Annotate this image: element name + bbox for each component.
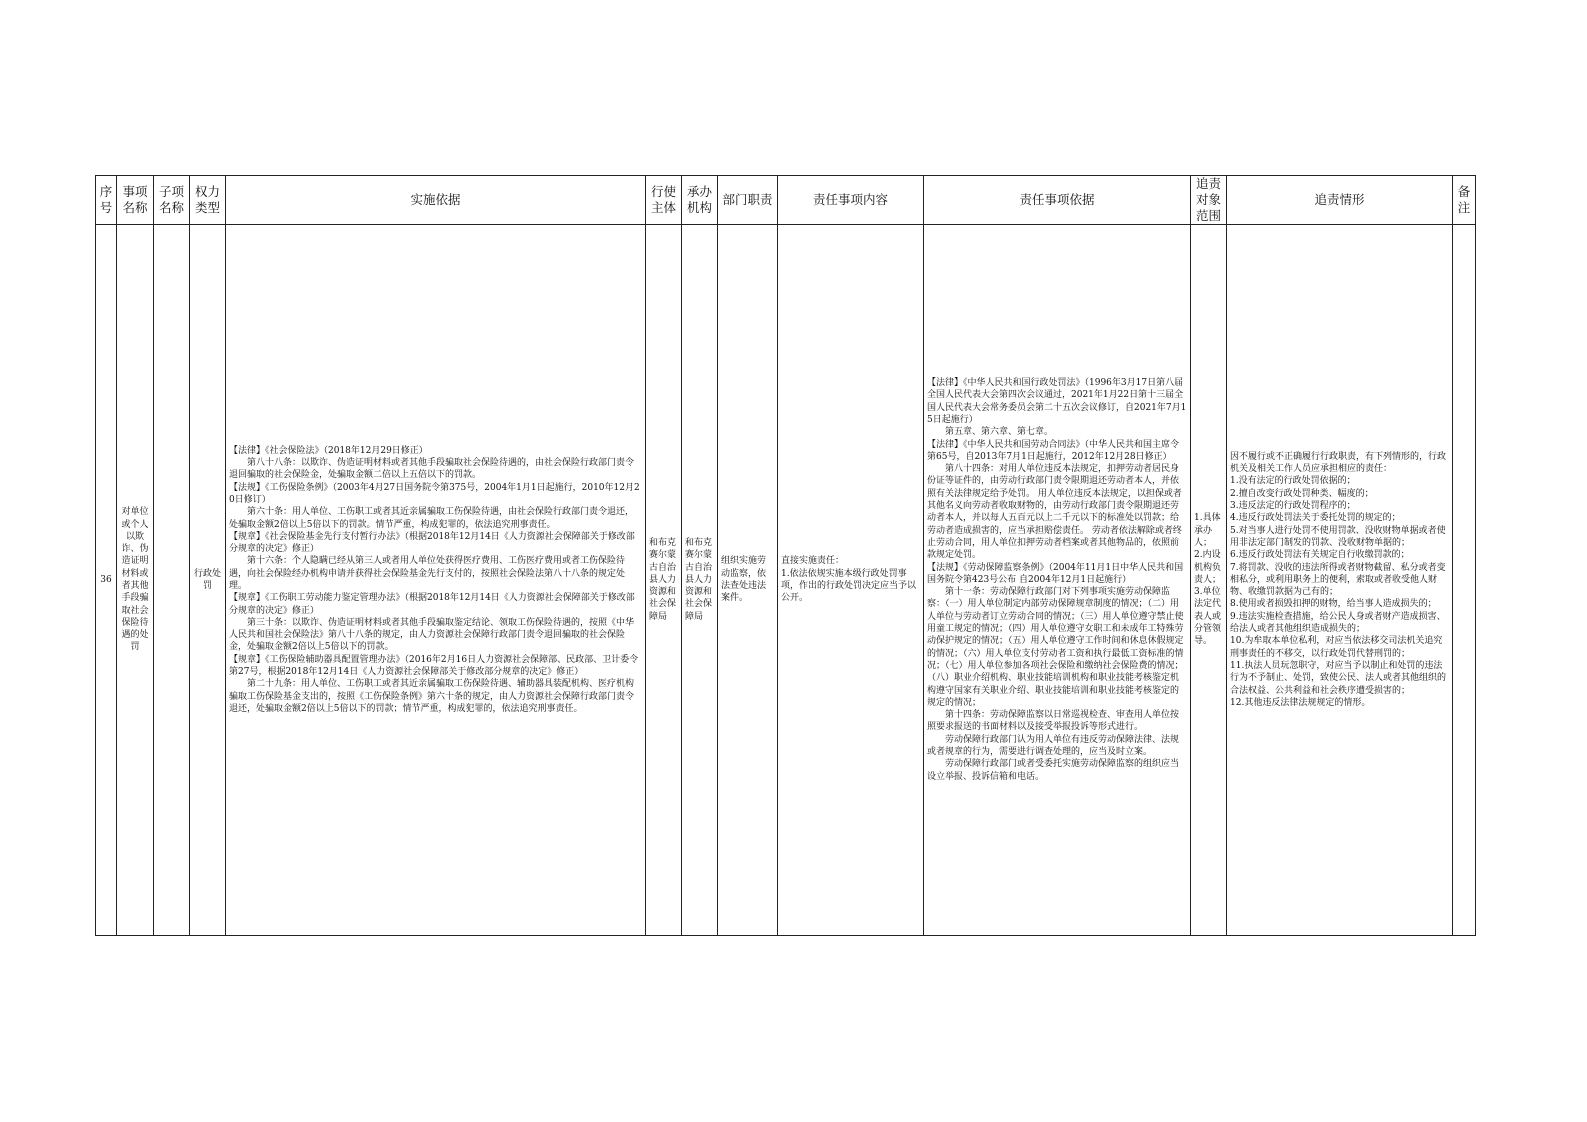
situation-line: 10.为牟取本单位私利，对应当依法移交司法机关追究刑事责任的不移交，以行政处罚代替刑罚的； — [1230, 636, 1443, 659]
cell-sub-item — [154, 225, 190, 936]
cell-remarks — [1453, 225, 1476, 936]
basis-para: 【法规】《工伤保险条例》（2003年4月27日国务院令第375号，2004年1月1日起施行，2010年12月20日修订） — [229, 482, 640, 505]
basis-para: 第三十条：以欺诈、伪造证明材料或者其他手段骗取鉴定结论、领取工伤保险待遇的，按照《中华人民共和国社会保险法》第八十八条的规定，由人力资源社会保障行政部门责令退回骗取的社会保险金，处骗取金额2倍以上5倍以下的罚款。 — [229, 617, 635, 653]
header-resp-basis: 责任事项依据 — [924, 176, 1191, 225]
cell-agency: 和布克赛尔蒙古自治县人力资源和社会保障局 — [682, 225, 718, 936]
header-row — [96, 176, 1476, 225]
header-basis: 实施依据 — [226, 176, 646, 225]
cell-seq: 36 — [96, 225, 117, 936]
basis-para: 第六十条：用人单位、工伤职工或者其近亲属骗取工伤保险待遇，由社会保险行政部门责令退还，处骗取金额2倍以上5倍以下的罚款。情节严重，构成犯罪的，依法追究刑事责任。 — [229, 507, 635, 530]
header-resp-content: 责任事项内容 — [778, 176, 924, 225]
resp-basis-para: 劳动保障行政部门认为用人单位有违反劳动保障法律、法规或者规章的行为，需要进行调查处理的，应当及时立案。 — [927, 734, 1180, 757]
resp-content-line: 1.依法依规实施本级行政处罚事项，作出的行政处罚决定应当予以公开。 — [781, 568, 917, 604]
header-situations: 追责情形 — [1227, 176, 1453, 225]
cell-power-type: 行政处罚 — [190, 225, 226, 936]
cell-scope — [1191, 225, 1227, 936]
situation-line: 8.使用或者损毁扣押的财物，给当事人造成损失的； — [1230, 599, 1437, 610]
header-dept-duty: 部门职责 — [718, 176, 778, 225]
cell-basis — [226, 225, 646, 936]
basis-para: 【规章】《工伤职工劳动能力鉴定管理办法》（根据2018年12月14日《人力资源社会保障部关于修改部分规章的决定》修正） — [229, 593, 635, 616]
header-seq: 序号 — [96, 176, 117, 225]
cell-subject: 和布克赛尔蒙古自治县人力资源和社会保障局 — [646, 225, 682, 936]
cell-situations — [1227, 225, 1453, 936]
header-agency: 承办机构 — [682, 176, 718, 225]
situation-line: 因不履行或不正确履行行政职责，有下列情形的，行政机关及相关工作人员应承担相应的责任： — [1230, 451, 1447, 475]
responsibility-list-sheet — [95, 175, 1476, 936]
basis-para: 第八十八条：以欺诈、伪造证明材料或者其他手段骗取社会保险待遇的，由社会保险行政部门责令退回骗取的社会保险金，处骗取金额二倍以上五倍以下的罚款。 — [229, 458, 635, 481]
header-subject: 行使主体 — [646, 176, 682, 225]
basis-para: 第二十九条：用人单位、工伤职工或者其近亲属骗取工伤保险待遇、辅助器具装配机构、医疗机构骗取工伤保险基金支出的，按照《工伤保险条例》第六十条的规定，由人力资源社会保障行政部门责令退还，处骗取金额2倍以上5倍以下的罚款；情节严重，构成犯罪的，依法追究刑事责任。 — [229, 679, 635, 714]
resp-basis-para: 劳动保障行政部门或者受委托实施劳动保障监察的组织应当设立举报、投诉信箱和电话。 — [927, 759, 1180, 782]
scope-line: 3.单位法定代表人或分管领导。 — [1194, 587, 1222, 647]
resp-content-line: 直接实施责任： — [781, 556, 845, 567]
table-row — [96, 225, 1476, 936]
situation-line: 3.违反法定的行政处罚程序的； — [1230, 501, 1356, 512]
resp-basis-para: 第八十四条：对用人单位违反本法规定，扣押劳动者居民身份证等证件的，由劳动行政部门责令限期退还劳动者本人，并依照有关法律规定给予处罚。 用人单位违反本法规定，以担保或者其他名义向劳动者收取财物的，由劳动行政部门责令限期退还劳动者本人，并以每人五百元以上二千元以下的标准处以罚款；给劳动者造成损害的，应当承担赔偿责任。 劳动者依法解除或者终止劳动合同，用人单位扣押劳动者档案或者其他物品的，依照前款规定处罚。 — [927, 464, 1182, 561]
header-sub-item: 子项名称 — [154, 176, 190, 225]
table-header — [96, 176, 1476, 225]
header-scope: 追责对象范围 — [1191, 176, 1227, 225]
basis-para: 【规章】《社会保险基金先行支付暂行办法》（根据2018年12月14日《人力资源社会保障部关于修改部分规章的决定》修正） — [229, 531, 635, 555]
cell-dept-duty: 组织实施劳动监察，依法查处违法案件。 — [718, 225, 778, 936]
situation-line: 2.擅自改变行政处罚种类、幅度的； — [1230, 488, 1374, 499]
resp-basis-para: 【法律】《中华人民共和国劳动合同法》（中华人民共和国主席令第65号，自2013年7月1日起施行，2012年12月28日修正） — [927, 439, 1180, 462]
situation-line: 7.将罚款、没收的违法所得或者财物截留、私分或者变相私分，或利用职务上的便利，索取或者收受他人财物、收缴罚款据为己有的； — [1230, 562, 1446, 598]
cell-resp-content — [778, 225, 924, 936]
resp-basis-para: 【法律】《中华人民共和国行政处罚法》（1996年3月17日第八届全国人民代表大会第四次会议通过，2021年1月22日第十三届全国人民代表大会常务委员会第二十五次会议修订，自2021年7月15日起施行） — [927, 378, 1187, 425]
basis-para: 【法律】《社会保险法》（2018年12月29日修正） — [229, 445, 428, 456]
resp-basis-para: 第十一条：劳动保障行政部门对下列事项实施劳动保障监察：（一）用人单位制定内部劳动保障规章制度的情况；（二）用人单位与劳动者订立劳动合同的情况；（三）用人单位遵守禁止使用童工规定的情况；（四）用人单位遵守女职工和未成年工特殊劳动保护规定的情况；（五）用人单位遵守工作时间和休息休假规定的情况；（六）用人单位支付劳动者工资和执行最低工资标准的情况；（七）用人单位参加各项社会保险和缴纳社会保险费的情况；（八）职业介绍机构、职业技能培训机构和职业技能考核鉴定机构遵守国家有关职业介绍、职业技能培训和职业技能考核鉴定的规定的情况； — [927, 587, 1184, 708]
cell-item-name: 对单位或个人以欺诈、伪造证明材料或者其他手段骗取社会保险待遇的处罚 — [117, 225, 154, 936]
scope-line: 1.具体承办人； — [1194, 513, 1221, 548]
situation-line: 6.违反行政处罚法有关规定自行收缴罚款的； — [1230, 550, 1410, 561]
situation-line: 11.执法人员玩忽职守，对应当予以制止和处罚的违法行为不予制止、处罚，致使公民、法人或者其他组织的合法权益、公共利益和社会秩序遭受损害的； — [1230, 660, 1447, 696]
resp-basis-para: 第十四条：劳动保障监察以日常巡视检查、审查用人单位按照要求报送的书面材料以及接受举报投诉等形式进行。 — [927, 710, 1180, 733]
situation-line: 1.没有法定的行政处罚依据的； — [1230, 476, 1356, 487]
resp-basis-para: 【法规】《劳动保障监察条例》（2004年11月1日中华人民共和国国务院令第423号公布 自2004年12月1日起施行） — [927, 562, 1184, 585]
basis-para: 【规章】《工伤保险辅助器具配置管理办法》（2016年2月16日人力资源社会保障部、民政部、卫计委令第27号，根据2018年12月14日《人力资源社会保障部关于修改部分规章的决定》修正） — [229, 654, 639, 678]
header-remarks: 备注 — [1453, 176, 1476, 225]
situation-line: 5.对当事人进行处罚不使用罚款、没收财物单据或者使用非法定部门制发的罚款、没收财物单据的； — [1230, 525, 1446, 548]
situation-line: 9.违法实施检查措施，给公民人身或者财产造成损害、给法人或者其他组织造成损失的； — [1230, 611, 1446, 635]
header-power-type: 权力类型 — [190, 176, 226, 225]
situation-line: 12.其他违反法律法规规定的情形。 — [1230, 697, 1371, 708]
scope-line: 2.内设机构负责人； — [1194, 550, 1222, 585]
resp-basis-para: 第五章、第六章、第七章。 — [945, 427, 1054, 438]
cell-resp-basis — [924, 225, 1191, 936]
header-item-name: 事项名称 — [117, 176, 154, 225]
responsibility-table — [95, 175, 1476, 936]
situation-line: 4.违反行政处罚法关于委托处罚的规定的； — [1230, 513, 1401, 524]
basis-para: 第十六条：个人隐瞒已经从第三人或者用人单位处获得医疗费用、工伤医疗费用或者工伤保险待遇，向社会保险经办机构申请并获得社会保险基金先行支付的，按照社会保险法第八十八条的规定处理。 — [229, 556, 626, 591]
